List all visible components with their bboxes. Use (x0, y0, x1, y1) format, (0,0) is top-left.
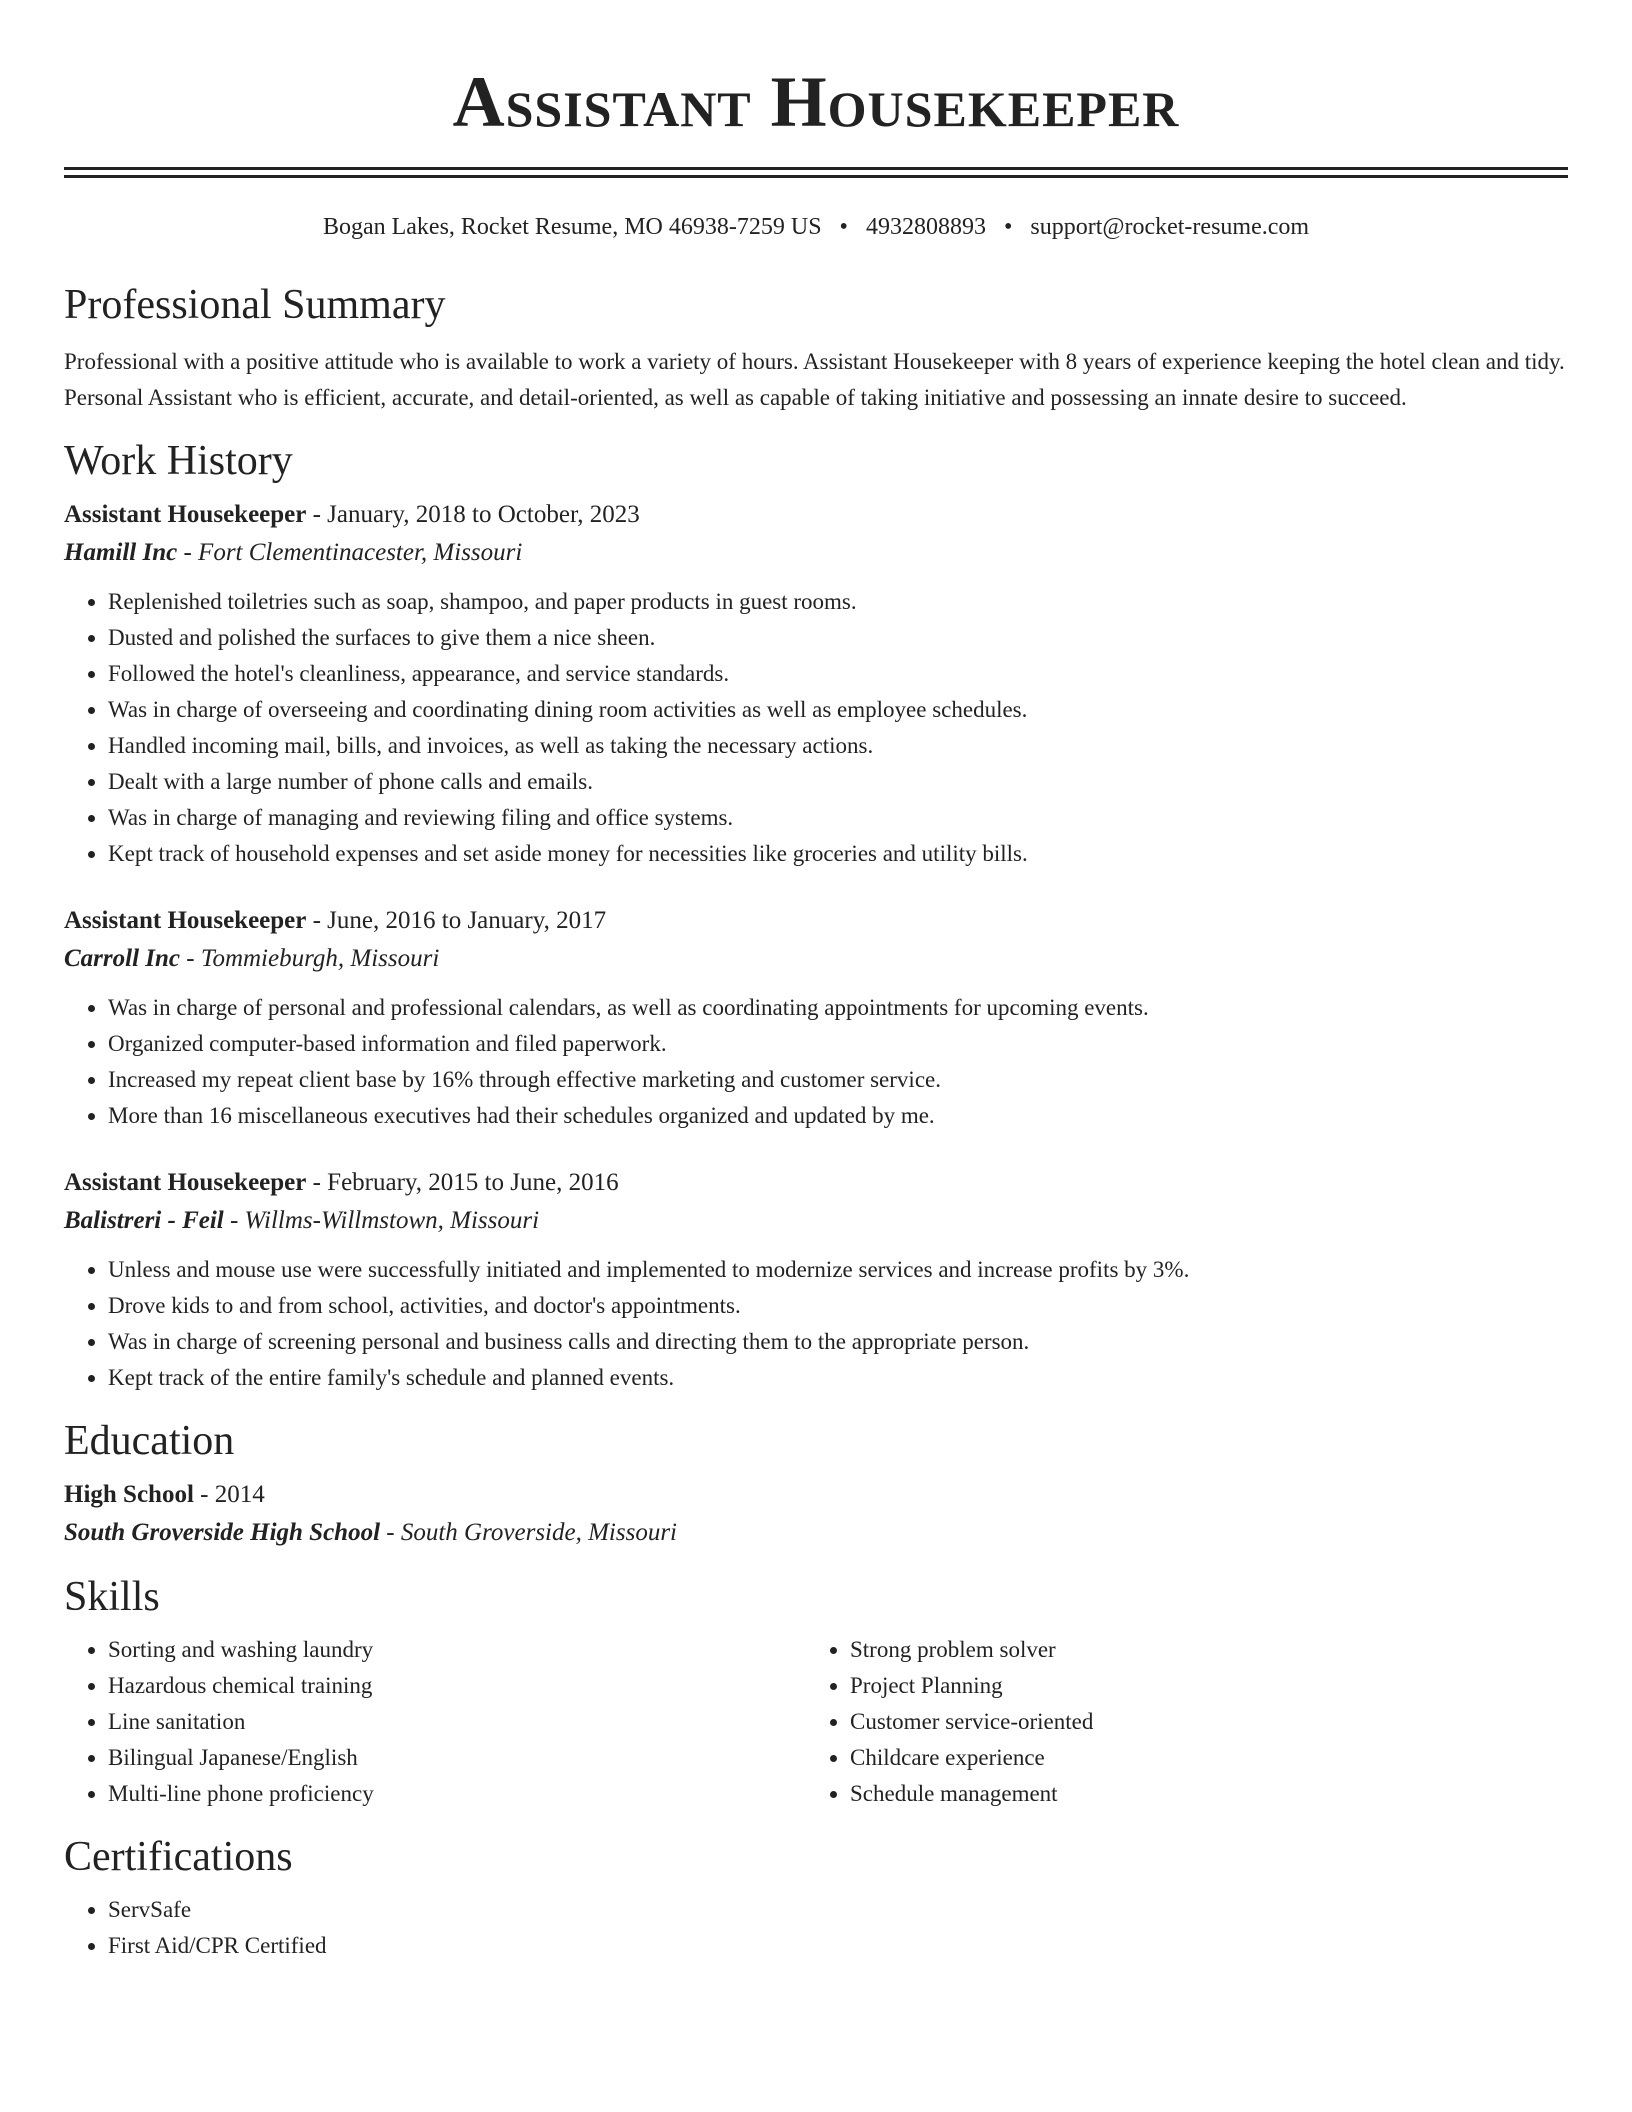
education-degree: High School (64, 1481, 194, 1508)
job-duties-list (64, 990, 1568, 1134)
contact-phone: 4932808893 (865, 214, 986, 240)
job-company: Balistreri - Feil (64, 1207, 224, 1234)
skills-column-right (806, 1632, 1548, 1812)
header-divider-top (64, 167, 1568, 170)
job-company-line (64, 534, 1568, 572)
job-company-line (64, 1202, 1568, 1240)
certifications-heading: Certifications (64, 1834, 293, 1880)
skills-column-left (64, 1632, 806, 1812)
list-item: • Customer service-oriented (850, 1704, 1548, 1740)
job-entry (64, 902, 1568, 1134)
list-item: • Was in charge of overseeing and coordinating dining room activities as well as employee schedules. (108, 692, 1568, 728)
header-divider-bottom (64, 175, 1568, 178)
skills-list (64, 1632, 806, 1812)
job-company: Carroll Inc (64, 945, 181, 972)
job-title: Assistant Housekeeper (64, 907, 307, 934)
job-location: - Tommieburgh, Missouri (180, 945, 440, 972)
skills-columns (64, 1632, 1568, 1812)
list-item: • Replenished toiletries such as soap, shampoo, and paper products in guest rooms. (108, 584, 1568, 620)
list-item: • Strong problem solver (850, 1632, 1548, 1668)
list-item: • Line sanitation (108, 1704, 806, 1740)
list-item: • Schedule management (850, 1776, 1548, 1812)
job-duties-list (64, 584, 1568, 872)
resume-page (64, 0, 1568, 1964)
job-entry (64, 496, 1568, 872)
list-item: • Handled incoming mail, bills, and invoices, as well as taking the necessary actions. (108, 728, 1568, 764)
job-title: Assistant Housekeeper (64, 1169, 307, 1196)
contact-separator: • (839, 214, 848, 240)
job-location: - Fort Clementinacester, Missouri (177, 539, 523, 566)
list-item: • Organized computer-based information and filed paperwork. (108, 1026, 1568, 1062)
list-item: • Was in charge of personal and professional calendars, as well as coordinating appointments for upcoming events. (108, 990, 1568, 1026)
job-dates: - January, 2018 to October, 2023 (306, 501, 640, 528)
job-entry (64, 1164, 1568, 1396)
education-heading: Education (64, 1418, 235, 1464)
list-item: • Dusted and polished the surfaces to give them a nice sheen. (108, 620, 1568, 656)
education-school-line (64, 1514, 1568, 1552)
list-item: • Followed the hotel's cleanliness, appearance, and service standards. (108, 656, 1568, 692)
list-item: • Sorting and washing laundry (108, 1632, 806, 1668)
contact-separator: • (1003, 214, 1013, 240)
job-title-line (64, 902, 1568, 940)
job-company-line (64, 940, 1568, 978)
job-title-line (64, 496, 1568, 534)
contact-email: support@rocket-resume.com (1030, 214, 1310, 240)
certifications-list (64, 1892, 1568, 1964)
skills-list (806, 1632, 1548, 1812)
job-duties-list (64, 1252, 1568, 1396)
contact-address: Bogan Lakes, Rocket Resume, MO 46938-7259 US (322, 214, 822, 240)
education-location: - South Groverside, Missouri (380, 1519, 678, 1546)
list-item: • Hazardous chemical training (108, 1668, 806, 1704)
list-item: • Drove kids to and from school, activities, and doctor's appointments. (108, 1288, 1568, 1324)
list-item: • Increased my repeat client base by 16% through effective marketing and customer service. (108, 1062, 1568, 1098)
list-item: • First Aid/CPR Certified (108, 1928, 1568, 1964)
job-dates: - June, 2016 to January, 2017 (306, 907, 607, 934)
list-item: • Bilingual Japanese/English (108, 1740, 806, 1776)
education-degree-line (64, 1476, 1568, 1514)
summary-text: Professional with a positive attitude who is available to work a variety of hours. Assistant Housekeeper with 8 years of experience keeping the hotel clean and tidy. Personal Assistant who is efficient, accurate, and detail-oriented, as well as capable of taking initiative and possessing an innate desire to succeed. (64, 349, 1565, 410)
list-item: • More than 16 miscellaneous executives had their schedules organized and updated by me. (108, 1098, 1568, 1134)
candidate-name: Assistant Housekeeper (452, 62, 1180, 142)
list-item: • Dealt with a large number of phone calls and emails. (108, 764, 1568, 800)
job-location: - Willms-Willmstown, Missouri (223, 1207, 540, 1234)
list-item: • Kept track of the entire family's schedule and planned events. (108, 1360, 1568, 1396)
list-item: • Multi-line phone proficiency (108, 1776, 806, 1812)
list-item: • Childcare experience (850, 1740, 1548, 1776)
skills-heading: Skills (64, 1574, 160, 1620)
job-title-line (64, 1164, 1568, 1202)
job-company: Hamill Inc (64, 539, 178, 566)
education-school: South Groverside High School (64, 1519, 381, 1546)
job-dates: - February, 2015 to June, 2016 (306, 1169, 619, 1196)
work-history-heading: Work History (64, 438, 293, 484)
summary-heading: Professional Summary (64, 282, 446, 328)
list-item: • Unless and mouse use were successfully initiated and implemented to modernize services and increase profits by 3%. (108, 1252, 1568, 1288)
list-item: • ServSafe (108, 1892, 1568, 1928)
list-item: • Was in charge of screening personal and business calls and directing them to the appropriate person. (108, 1324, 1568, 1360)
contact-line (64, 212, 1568, 242)
education-year: - 2014 (193, 1481, 265, 1508)
job-title: Assistant Housekeeper (64, 501, 307, 528)
list-item: • Kept track of household expenses and set aside money for necessities like groceries and utility bills. (108, 836, 1568, 872)
list-item: • Was in charge of managing and reviewing filing and office systems. (108, 800, 1568, 836)
list-item: • Project Planning (850, 1668, 1548, 1704)
education-entry (64, 1476, 1568, 1552)
